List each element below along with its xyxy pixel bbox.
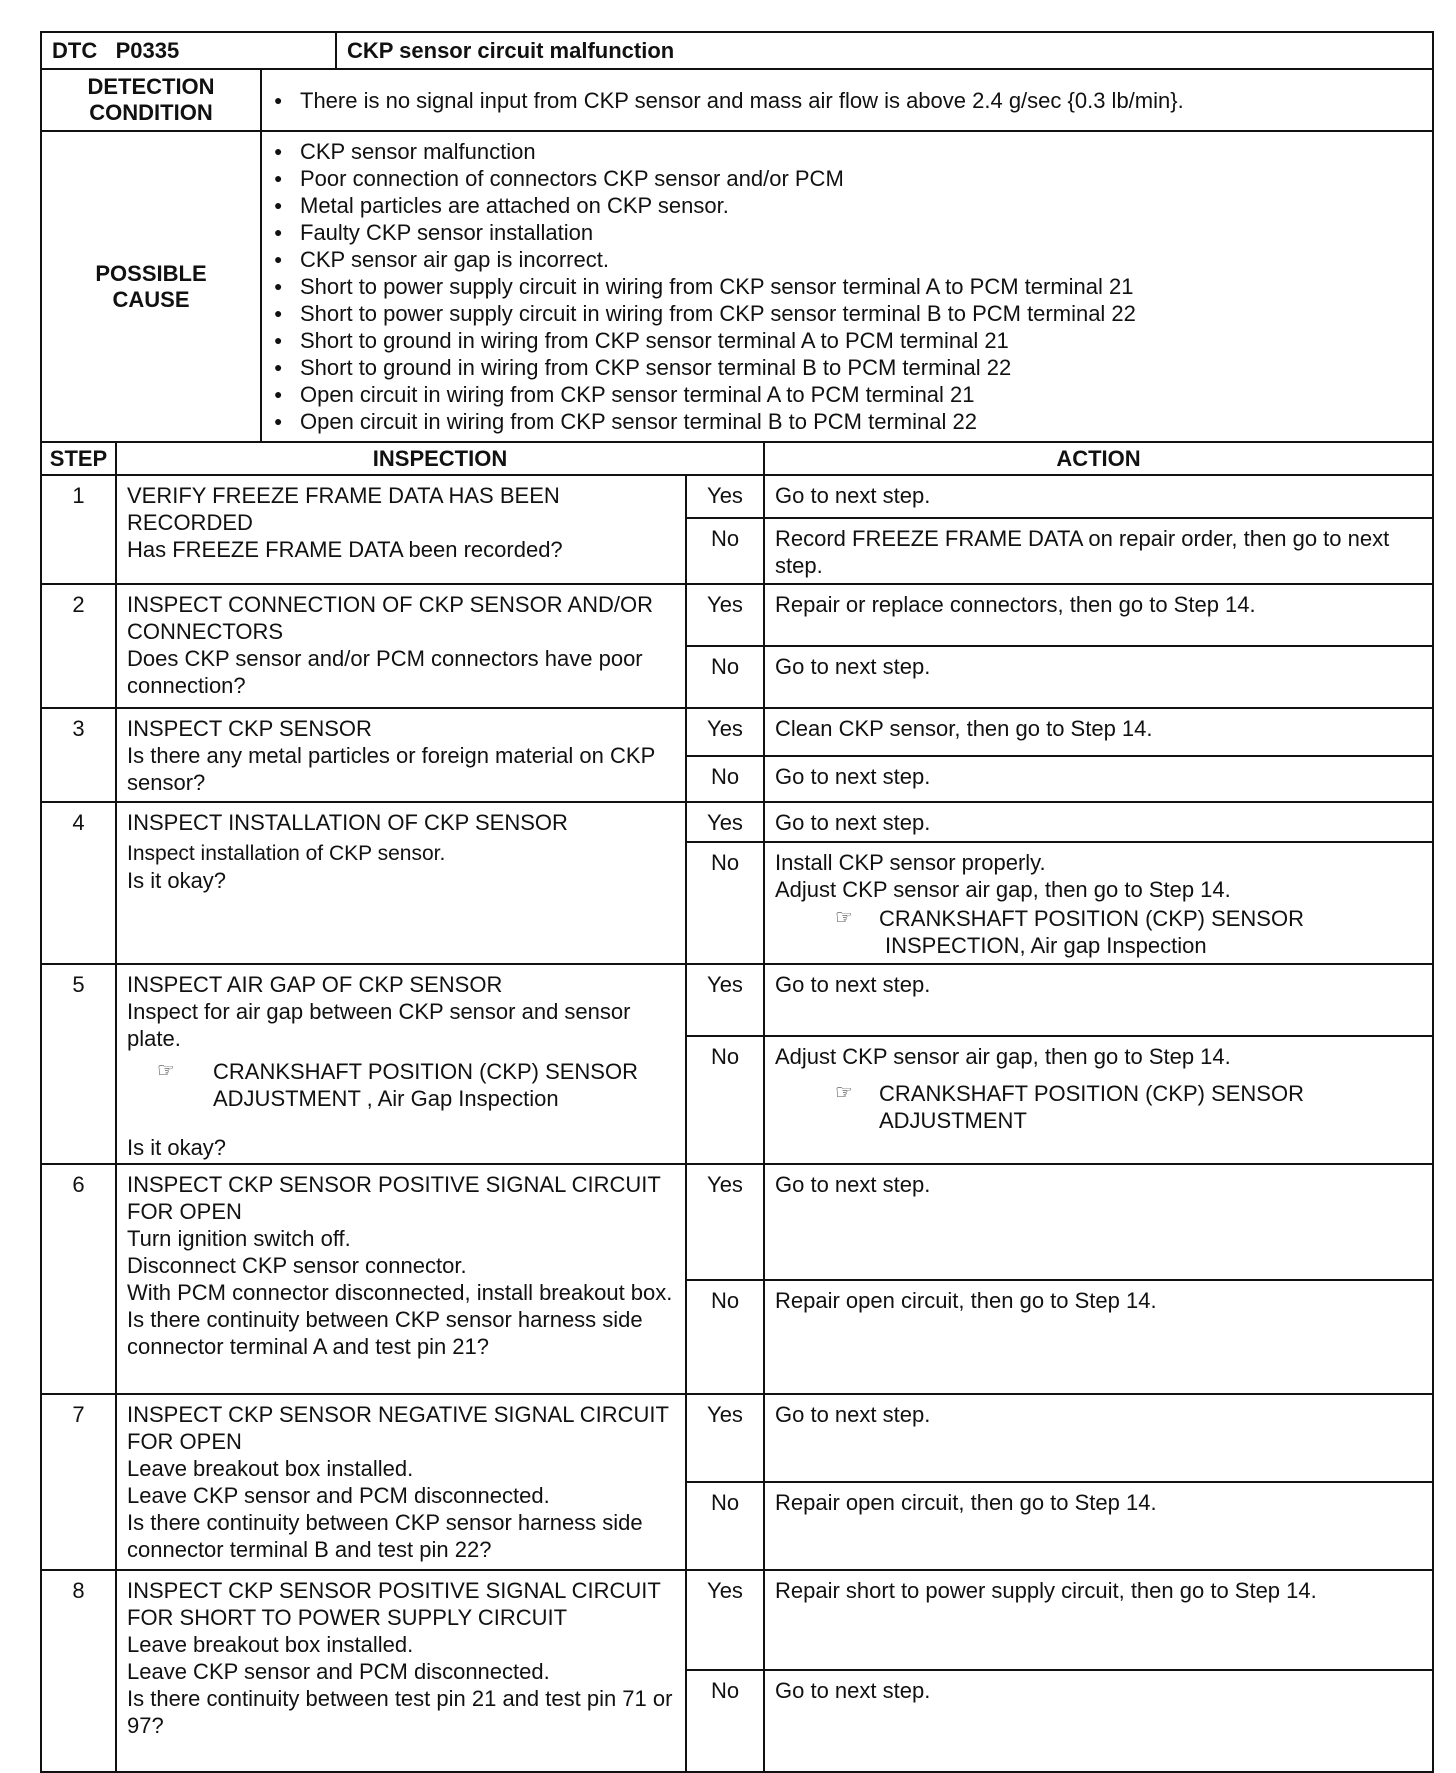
step-header: STEP: [41, 442, 116, 475]
step-question: Is there continuity between test pin 21 and test pin 71 or 97?: [127, 1686, 673, 1738]
step-inspection: [116, 802, 686, 964]
action-header: ACTION: [764, 442, 1433, 475]
yes-action: Repair short to power supply circuit, then go to Step 14.: [764, 1570, 1433, 1670]
list-item: ● Open circuit in wiring from CKP sensor terminal A to PCM terminal 21: [270, 381, 1424, 408]
table-row: [41, 708, 1433, 756]
step-number: 2: [41, 584, 116, 708]
step-instruction: Leave CKP sensor and PCM disconnected.: [127, 1483, 550, 1508]
step-question: Is there continuity between CKP sensor harness side connector terminal A and test pin 21?: [127, 1307, 643, 1359]
yes-label: Yes: [686, 1394, 764, 1482]
no-action-line1: Adjust CKP sensor air gap, then go to Step 14.: [775, 1044, 1231, 1069]
reference-line2: INSPECTION, Air gap Inspection: [885, 933, 1207, 958]
list-item: ● Short to power supply circuit in wiring from CKP sensor terminal A to PCM terminal 21: [270, 273, 1424, 300]
detection-table: [40, 68, 1434, 443]
possible-cause-label-line1: POSSIBLE: [95, 260, 207, 286]
list-item: ● CKP sensor air gap is incorrect.: [270, 246, 1424, 273]
detection-condition: [261, 69, 1433, 131]
reference-pointer-icon: ☞: [157, 1060, 175, 1082]
possible-cause-list-cell: [261, 131, 1433, 442]
list-item: ● Short to ground in wiring from CKP sensor terminal B to PCM terminal 22: [270, 354, 1424, 381]
table-row: [41, 1394, 1433, 1482]
reference-link[interactable]: [835, 1080, 1422, 1134]
table-row: [41, 584, 1433, 646]
detection-text: ● There is no signal input from CKP sensor and mass air flow is above 2.4 g/sec {0.3 lb/min}.: [270, 87, 1424, 114]
possible-cause-list: [270, 138, 1424, 435]
step-number: 1: [41, 475, 116, 584]
list-item: ● Faulty CKP sensor installation: [270, 219, 1424, 246]
yes-label: Yes: [686, 964, 764, 1036]
step-inspection: [116, 1394, 686, 1570]
step-question: Is there continuity between CKP sensor harness side connector terminal B and test pin 22?: [127, 1510, 643, 1562]
detection-label: [41, 69, 261, 131]
reference-line1: CRANKSHAFT POSITION (CKP) SENSOR: [879, 906, 1304, 931]
dtc-header-table: [40, 31, 1434, 70]
list-item: ● Short to ground in wiring from CKP sensor terminal A to PCM terminal 21: [270, 327, 1424, 354]
step-inspection: [116, 1570, 686, 1772]
yes-action: Repair or replace connectors, then go to Step 14.: [764, 584, 1433, 646]
step-title: INSPECT CKP SENSOR: [127, 716, 372, 741]
reference-line2: ADJUSTMENT , Air Gap Inspection: [213, 1086, 559, 1111]
yes-action: Go to next step.: [764, 1394, 1433, 1482]
step-number: 5: [41, 964, 116, 1164]
no-action-line1: Install CKP sensor properly.: [775, 850, 1046, 875]
no-label: No: [686, 1036, 764, 1164]
yes-label: Yes: [686, 584, 764, 646]
no-action: [764, 842, 1433, 964]
step-inspection: [116, 964, 686, 1164]
dtc-code: P0335: [115, 38, 180, 63]
step-number: 3: [41, 708, 116, 802]
no-label: No: [686, 756, 764, 802]
table-row: [41, 1164, 1433, 1280]
possible-cause-label-line2: CAUSE: [112, 286, 190, 312]
no-action: Go to next step.: [764, 756, 1433, 802]
no-action: [764, 1036, 1433, 1164]
no-label: No: [686, 842, 764, 964]
no-action: Repair open circuit, then go to Step 14.: [764, 1482, 1433, 1570]
step-instruction: Leave breakout box installed.: [127, 1632, 414, 1657]
step-instruction: Leave breakout box installed.: [127, 1456, 414, 1481]
steps-table: [40, 441, 1434, 1773]
step-instruction: Inspect installation of CKP sensor.: [127, 842, 446, 865]
step-number: 7: [41, 1394, 116, 1570]
no-action: Go to next step.: [764, 646, 1433, 708]
step-question: Has FREEZE FRAME DATA been recorded?: [127, 537, 563, 562]
yes-action: Go to next step.: [764, 475, 1433, 518]
no-label: No: [686, 1670, 764, 1772]
yes-label: Yes: [686, 1164, 764, 1280]
step-title: INSPECT AIR GAP OF CKP SENSOR: [127, 972, 503, 997]
table-row: [41, 1570, 1433, 1670]
reference-link[interactable]: [157, 1058, 675, 1112]
dtc-code-cell: [41, 32, 336, 69]
yes-label: Yes: [686, 708, 764, 756]
step-question: Is it okay?: [127, 1135, 227, 1160]
possible-cause-label: [41, 131, 261, 442]
step-title: VERIFY FREEZE FRAME DATA HAS BEEN RECORDED: [127, 483, 560, 535]
reference-line1: CRANKSHAFT POSITION (CKP) SENSOR: [879, 1081, 1304, 1106]
step-inspection: [116, 708, 686, 802]
yes-label: Yes: [686, 1570, 764, 1670]
step-number: 4: [41, 802, 116, 964]
no-action: Repair open circuit, then go to Step 14.: [764, 1280, 1433, 1394]
list-item: ● Metal particles are attached on CKP sensor.: [270, 192, 1424, 219]
detection-label-line2: CONDITION: [89, 100, 213, 125]
reference-line1: CRANKSHAFT POSITION (CKP) SENSOR: [213, 1059, 638, 1084]
yes-action: Go to next step.: [764, 1164, 1433, 1280]
dtc-title: CKP sensor circuit malfunction: [336, 32, 1433, 69]
table-row: [41, 802, 1433, 842]
reference-pointer-icon: ☞: [835, 1082, 853, 1104]
yes-action: Clean CKP sensor, then go to Step 14.: [764, 708, 1433, 756]
inspection-header: INSPECTION: [116, 442, 764, 475]
detection-label-line1: DETECTION: [87, 74, 215, 99]
step-number: 8: [41, 1570, 116, 1772]
step-question: Is there any metal particles or foreign material on CKP sensor?: [127, 743, 655, 795]
dtc-label: DTC: [52, 38, 98, 63]
step-question: Is it okay?: [127, 868, 227, 893]
reference-link[interactable]: [835, 905, 1422, 959]
no-label: No: [686, 646, 764, 708]
yes-label: Yes: [686, 475, 764, 518]
reference-line2: ADJUSTMENT: [879, 1108, 1027, 1133]
step-instruction: Inspect for air gap between CKP sensor and sensor plate.: [127, 999, 631, 1051]
yes-action: Go to next step.: [764, 964, 1433, 1036]
step-inspection: [116, 1164, 686, 1394]
step-title: INSPECT CONNECTION OF CKP SENSOR AND/OR CONNECTORS: [127, 592, 654, 644]
list-item: ● CKP sensor malfunction: [270, 138, 1424, 165]
step-instruction: With PCM connector disconnected, install breakout box.: [127, 1280, 673, 1305]
step-title: INSPECT INSTALLATION OF CKP SENSOR: [127, 810, 568, 835]
table-row: [41, 475, 1433, 518]
step-title: INSPECT CKP SENSOR NEGATIVE SIGNAL CIRCUIT FOR OPEN: [127, 1402, 669, 1454]
reference-pointer-icon: ☞: [835, 907, 853, 929]
step-instruction: Leave CKP sensor and PCM disconnected.: [127, 1659, 550, 1684]
no-label: No: [686, 1482, 764, 1570]
no-label: No: [686, 518, 764, 584]
yes-label: Yes: [686, 802, 764, 842]
step-question: Does CKP sensor and/or PCM connectors have poor connection?: [127, 646, 643, 698]
list-item: ● Open circuit in wiring from CKP sensor terminal B to PCM terminal 22: [270, 408, 1424, 435]
no-action: Go to next step.: [764, 1670, 1433, 1772]
step-instruction: Turn ignition switch off.: [127, 1226, 351, 1251]
list-item: ● Poor connection of connectors CKP sensor and/or PCM: [270, 165, 1424, 192]
step-number: 6: [41, 1164, 116, 1394]
step-inspection: [116, 584, 686, 708]
no-action: Record FREEZE FRAME DATA on repair order, then go to next step.: [764, 518, 1433, 584]
list-item: ● Short to power supply circuit in wiring from CKP sensor terminal B to PCM terminal 22: [270, 300, 1424, 327]
yes-action: Go to next step.: [764, 802, 1433, 842]
step-inspection: [116, 475, 686, 584]
steps-header-row: [41, 442, 1433, 475]
table-row: [41, 964, 1433, 1036]
step-instruction: Disconnect CKP sensor connector.: [127, 1253, 467, 1278]
no-action-line2: Adjust CKP sensor air gap, then go to Step 14.: [775, 877, 1231, 902]
step-title: INSPECT CKP SENSOR POSITIVE SIGNAL CIRCUIT FOR SHORT TO POWER SUPPLY CIRCUIT: [127, 1578, 661, 1630]
step-title: INSPECT CKP SENSOR POSITIVE SIGNAL CIRCUIT FOR OPEN: [127, 1172, 661, 1224]
diagnostic-document: [40, 31, 1434, 1773]
no-label: No: [686, 1280, 764, 1394]
